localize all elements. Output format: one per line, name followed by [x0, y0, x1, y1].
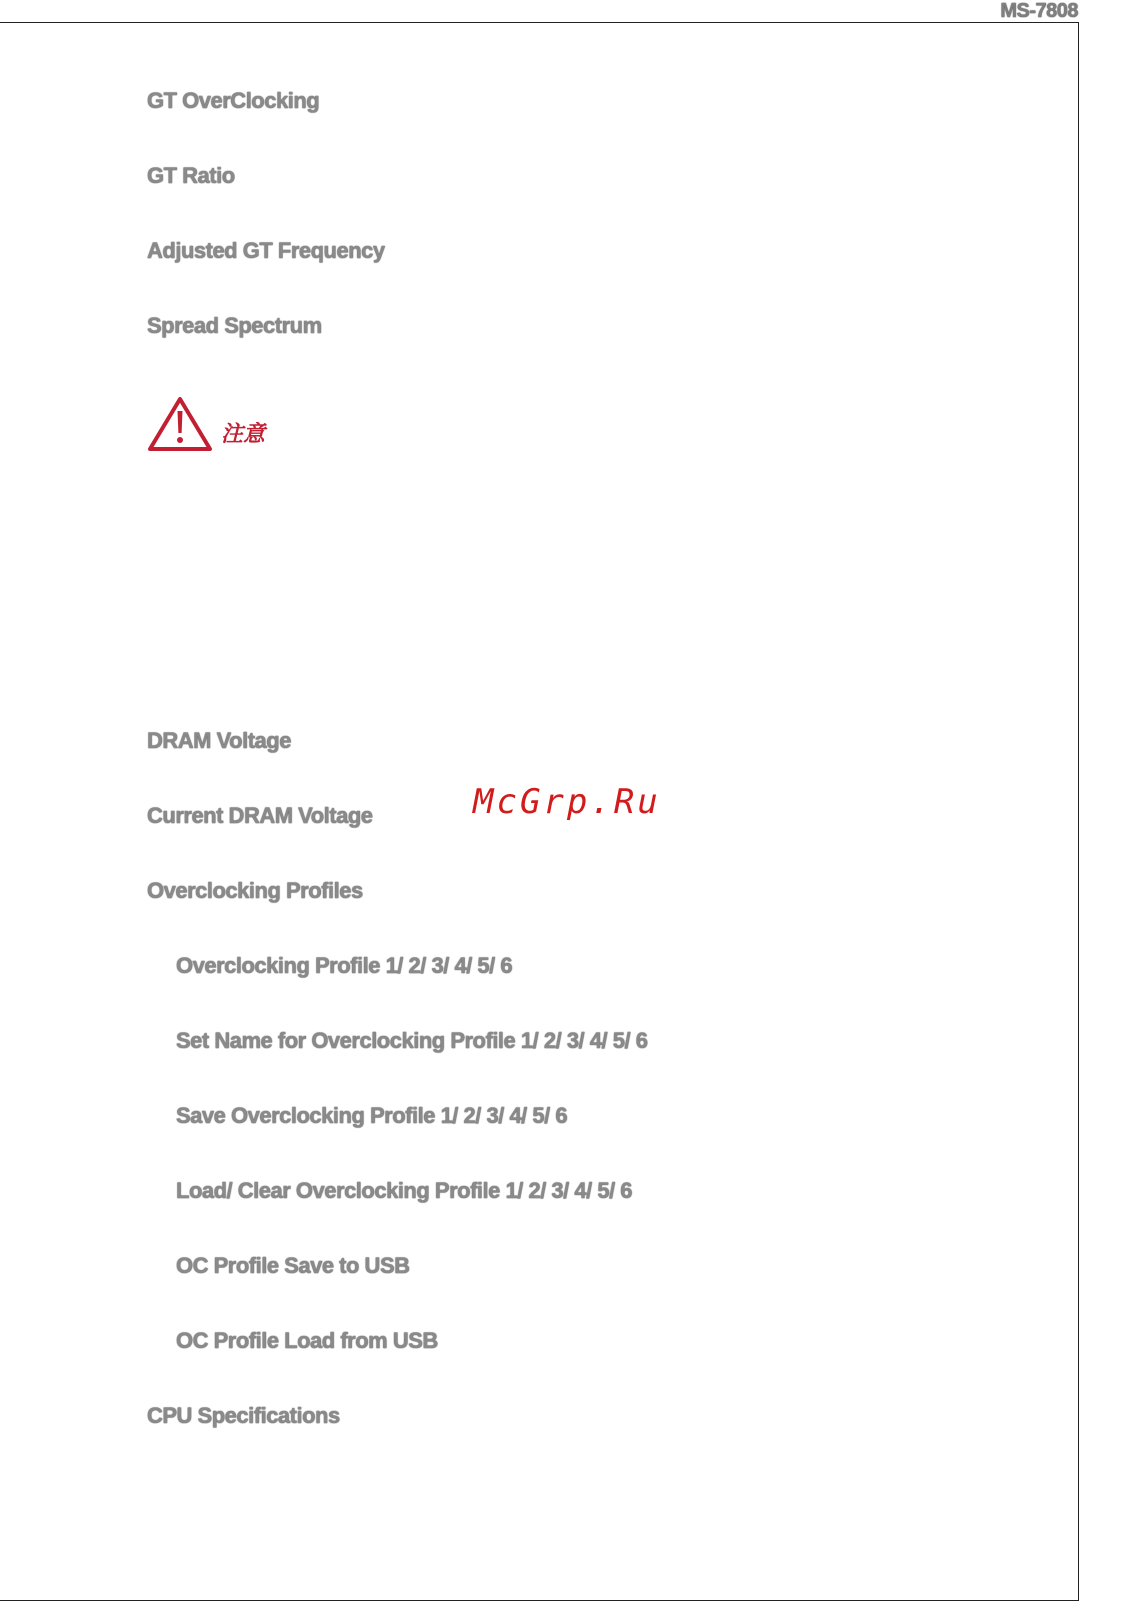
item-current-dram-voltage: Current DRAM Voltage [147, 803, 373, 828]
watermark-logo: McGrp.Ru [473, 782, 661, 822]
frame-top-rule [0, 22, 1079, 23]
item-cpu-specifications: CPU Specifications [147, 1403, 340, 1428]
caution-notice [147, 393, 265, 453]
item-gt-ratio: GT Ratio [147, 163, 235, 188]
caution-label: 注意 [221, 421, 266, 446]
item-overclocking-profile: Overclocking Profile 1/ 2/ 3/ 4/ 5/ 6 [176, 953, 513, 978]
item-load-clear-profile: Load/ Clear Overclocking Profile 1/ 2/ 3/ 4/ 5/ 6 [176, 1178, 633, 1203]
item-oc-profile-load-usb: OC Profile Load from USB [176, 1328, 438, 1353]
item-gt-overclocking: GT OverClocking [147, 88, 320, 113]
item-set-name-profile: Set Name for Overclocking Profile 1/ 2/ 3/ 4/ 5/ 6 [176, 1028, 648, 1053]
frame-right-rule [1078, 22, 1079, 1601]
item-oc-profile-save-usb: OC Profile Save to USB [176, 1253, 410, 1278]
model-number: MS-7808 [1000, 0, 1078, 22]
item-save-profile: Save Overclocking Profile 1/ 2/ 3/ 4/ 5/ 6 [176, 1103, 568, 1128]
warning-triangle-icon [147, 395, 213, 453]
item-spread-spectrum: Spread Spectrum [147, 313, 322, 338]
item-adjusted-gt-frequency: Adjusted GT Frequency [147, 238, 385, 263]
item-dram-voltage: DRAM Voltage [147, 728, 291, 753]
frame-bottom-rule [0, 1600, 1079, 1601]
item-overclocking-profiles: Overclocking Profiles [147, 878, 363, 903]
